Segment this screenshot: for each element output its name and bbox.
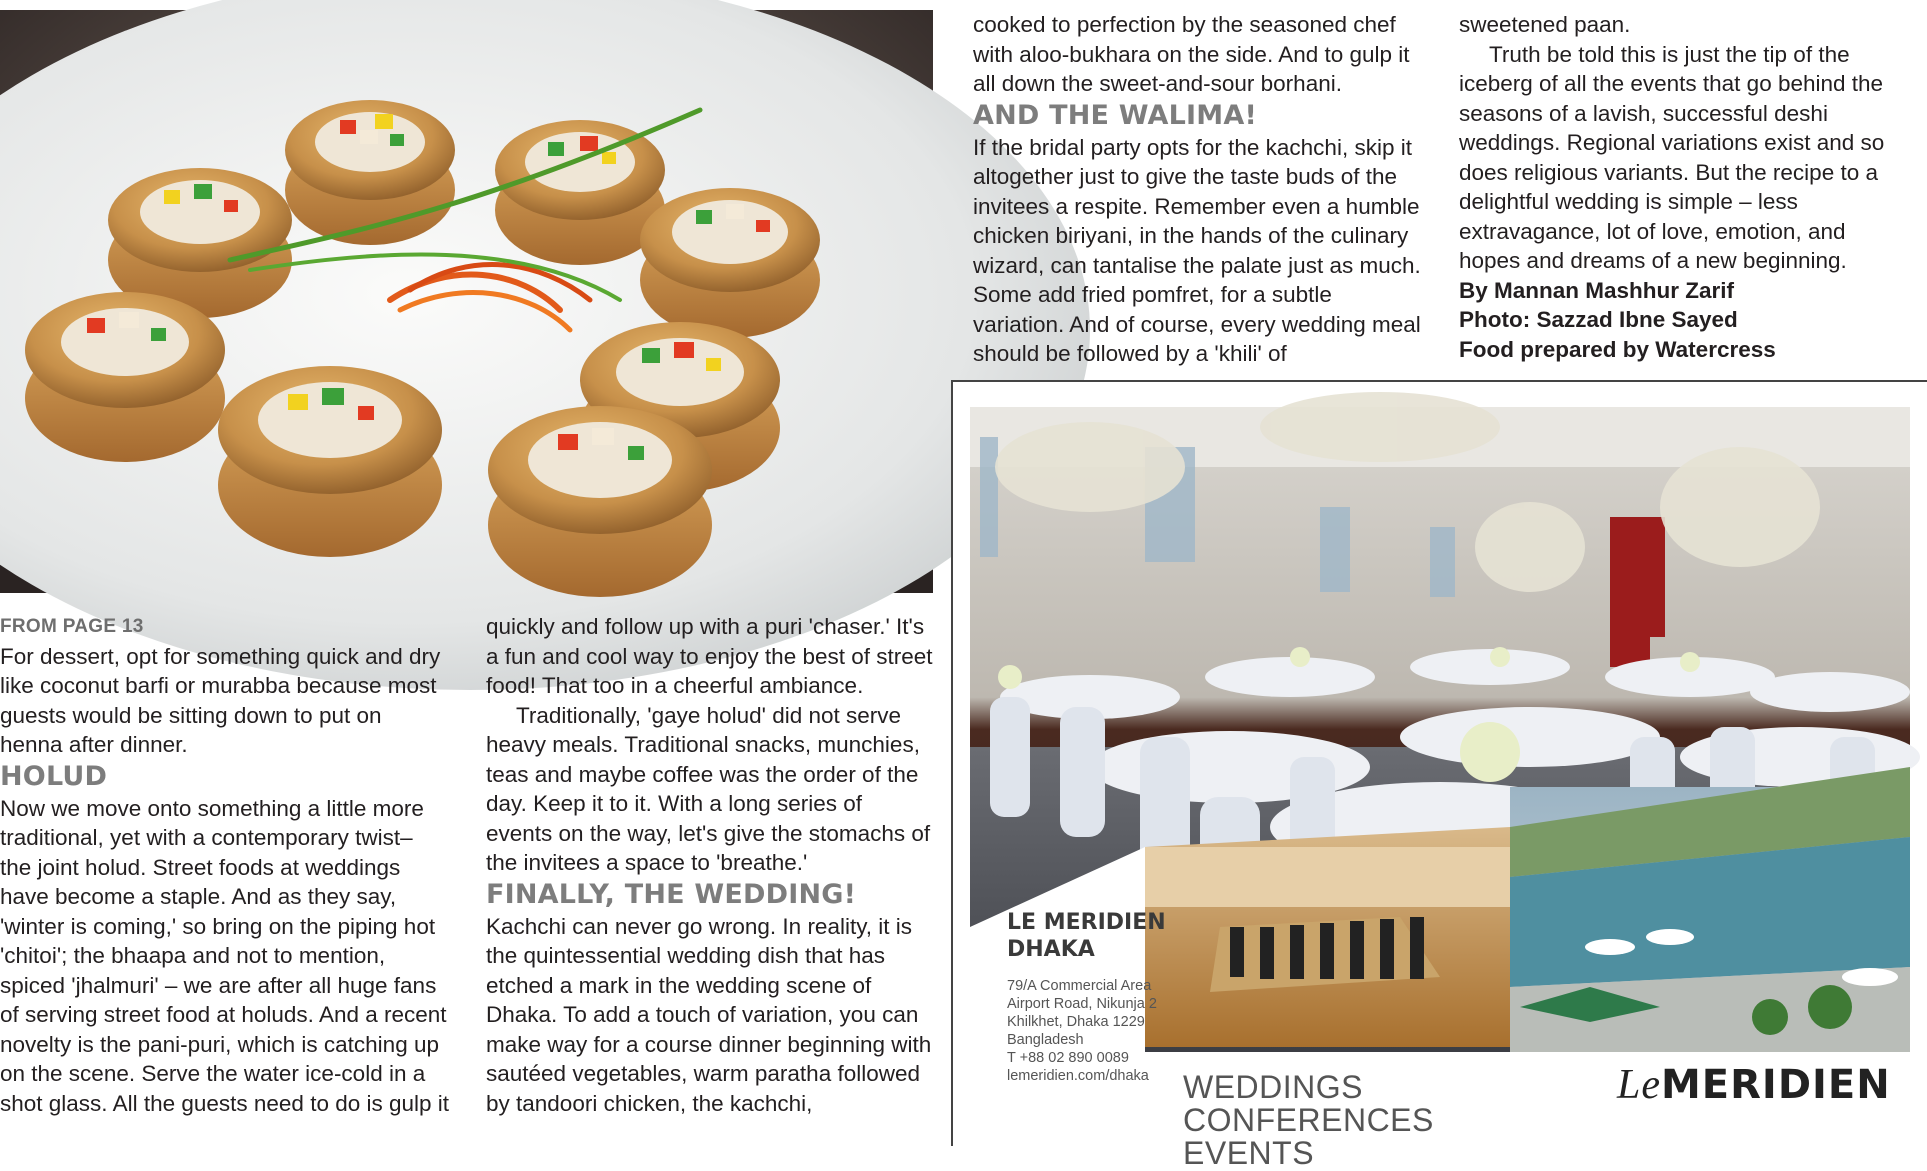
ad-address-line: 79/A Commercial Area <box>1007 978 1152 994</box>
holud-paragraph: Now we move onto something a little more traditional, yet with a contemporary twist– the joint holud. Street foods at weddings have become a staple. And as they say, 'winter is coming,' so bring on the piping hot 'chitoi'; the bhaapa and not to mention, spiced 'jhalmuri' – we are after all huge fans of serving street food at holuds. And a recent novelty is the pani-puri, which is catching up on the scene. Serve the water ice-cold in a shot glass. All the guests need to do is gulp it <box>0 795 450 1116</box>
puri-chaser-paragraph: quickly and follow up with a puri 'chaser.' It's a fun and cool way to enjoy the best of street food! That too in a cheerful ambiance. <box>486 614 933 698</box>
conclusion-paragraph: Truth be told this is just the tip of the iceberg of all the events that go behind the seasons of a lavish, successful deshi weddings. Regional variations exist and so does religious variants. But the recipe to a delightful wedding is simple – less extravagance, lot of love, emotion, and hopes and dreams of a new beginning. <box>1459 41 1885 273</box>
paan-paragraph: sweetened paan. <box>1459 12 1631 37</box>
ad-website: lemeridien.com/dhaka <box>1007 1068 1149 1084</box>
article-column-2 <box>486 612 933 1118</box>
walima-paragraph: If the bridal party opts for the kachchi, skip it altogether just to give the taste buds of the invitees a respite. Remember even a humble chicken biriyani, in the hands of the culinary wizard, can tantalise the palate just as much. Some add fried pomfret, for a subtle variation. And of course, every wedding meal should be followed by a 'khili' of <box>973 134 1421 366</box>
from-page-label: FROM PAGE 13 <box>0 616 144 637</box>
ad-hotel-name <box>1007 909 1197 963</box>
article-column-3 <box>973 10 1428 369</box>
ad-address-line: Airport Road, Nikunja 2 <box>1007 996 1157 1012</box>
ad-hotel-name-line2: DHAKA <box>1007 937 1095 962</box>
borhani-paragraph: cooked to perfection by the seasoned chef with aloo-bukhara on the side. And to gulp it all down the sweet-and-sour borhani. <box>973 12 1410 96</box>
walima-heading: AND THE WALIMA! <box>973 99 1257 131</box>
vol-au-vent-pastries-icon <box>0 10 933 593</box>
wedding-heading: FINALLY, THE WEDDING! <box>486 878 857 910</box>
ad-slogan <box>1183 1069 1443 1171</box>
ad-address-block <box>1007 977 1182 1085</box>
article-column-1 <box>0 612 450 1118</box>
article-column-4 <box>1459 10 1909 364</box>
dessert-paragraph: For dessert, opt for something quick and dry like coconut barfi or murabba because most guests would be sitting down to put on henna after dinner. <box>0 643 441 757</box>
ad-phone: T +88 02 890 0089 <box>1007 1050 1129 1066</box>
logo-le: Le <box>1617 1062 1661 1108</box>
ad-slogan-events: EVENTS <box>1183 1135 1315 1171</box>
logo-meridien: MERIDIEN <box>1661 1062 1891 1108</box>
ad-address-line: Bangladesh <box>1007 1032 1084 1048</box>
ad-address-line: Khilkhet, Dhaka 1229 <box>1007 1014 1145 1030</box>
byline: By Mannan Mashhur Zarif <box>1459 277 1735 303</box>
ad-slogan-weddings: WEDDINGS <box>1183 1069 1363 1105</box>
food-photo <box>0 10 933 593</box>
le-meridien-logo <box>1617 1060 1897 1109</box>
wedding-paragraph: Kachchi can never go wrong. In reality, it is the quintessential wedding dish that has etched a mark in the wedding scene of Dhaka. To add a touch of variation, you can make way for a course dinner beginning with sautéed vegetables, warm paratha followed by tandoori chicken, the kachchi, <box>486 913 932 1116</box>
food-credit: Food prepared by Watercress <box>1459 336 1776 362</box>
holud-heading: HOLUD <box>0 760 108 792</box>
gaye-holud-paragraph: Traditionally, 'gaye holud' did not serve heavy meals. Traditional snacks, munchies, teas and maybe coffee was the order of the day. Keep it to it. With a long series of events on the way, let's give the stomachs of the invitees a space to 'breathe.' <box>486 702 931 875</box>
photo-credit: Photo: Sazzad Ibne Sayed <box>1459 307 1738 332</box>
ad-slogan-conferences: CONFERENCES <box>1183 1102 1434 1138</box>
ad-hotel-name-line1: LE MERIDIEN <box>1007 910 1166 935</box>
